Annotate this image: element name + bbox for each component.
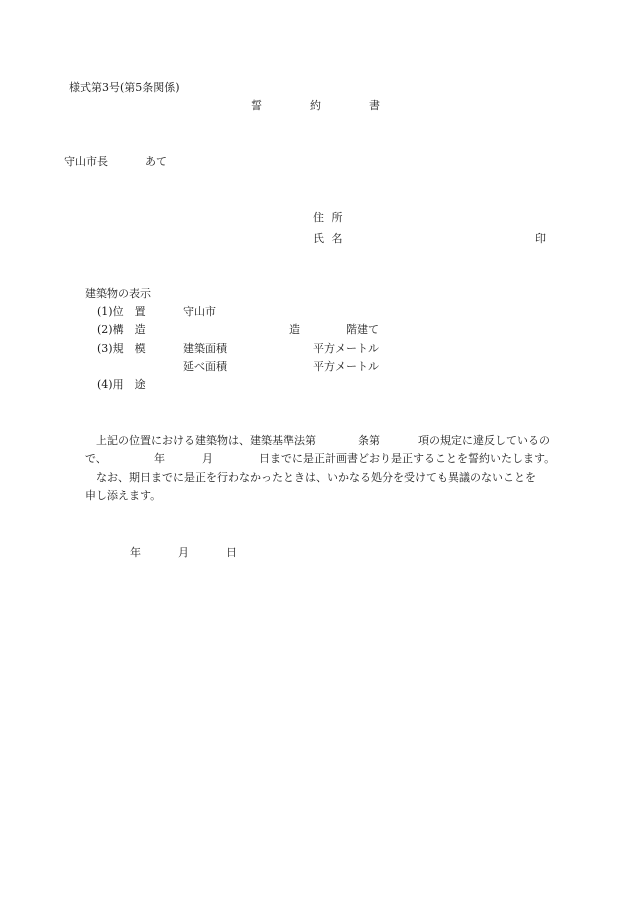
- title-char-1: 誓: [251, 99, 262, 112]
- seal-mark: 印: [535, 232, 546, 245]
- body-p1-part-d: で、: [85, 452, 107, 465]
- location-value: 守山市: [183, 305, 216, 318]
- body-p1-part-b: 条第: [358, 434, 380, 447]
- body-p2-line-1: なお、期日までに是正を行わなかったときは、いかなる処分を受けても異議のないことを: [96, 471, 536, 484]
- name-label: 氏 名: [313, 232, 343, 245]
- title-char-3: 書: [369, 99, 380, 112]
- floor-area-unit: 平方メートル: [313, 360, 379, 373]
- body-p1-deadline-year: 年: [154, 452, 165, 465]
- body-p1-part-a: 上記の位置における建築物は、建築基準法第: [96, 434, 316, 447]
- building-heading: 建築物の表示: [85, 287, 151, 300]
- body-p2-line-2: 申し添えます。: [85, 489, 162, 502]
- title-char-2: 約: [310, 99, 321, 112]
- scale-label: (3)規 模: [97, 342, 146, 355]
- addressee-suffix: あて: [145, 155, 167, 168]
- building-area-label: 建築面積: [183, 342, 227, 355]
- structure-word: 造: [289, 323, 300, 336]
- body-p1-deadline-month: 月: [202, 452, 213, 465]
- location-label: (1)位 置: [97, 305, 146, 318]
- floors-word: 階建て: [346, 323, 379, 336]
- structure-label: (2)構 造: [97, 323, 146, 336]
- building-area-unit: 平方メートル: [313, 342, 379, 355]
- address-label: 住 所: [313, 211, 343, 224]
- form-number: 様式第3号(第5条関係): [69, 81, 180, 94]
- addressee-name: 守山市長: [64, 155, 108, 168]
- use-label: (4)用 途: [97, 378, 146, 391]
- body-p1-part-g: 日までに是正計画書どおり是正することを誓約いたします。: [259, 452, 556, 465]
- date-day: 日: [226, 546, 237, 559]
- body-p1-part-c: 項の規定に違反しているの: [418, 434, 550, 447]
- date-year: 年: [130, 546, 141, 559]
- floor-area-label: 延べ面積: [183, 360, 227, 373]
- date-month: 月: [178, 546, 189, 559]
